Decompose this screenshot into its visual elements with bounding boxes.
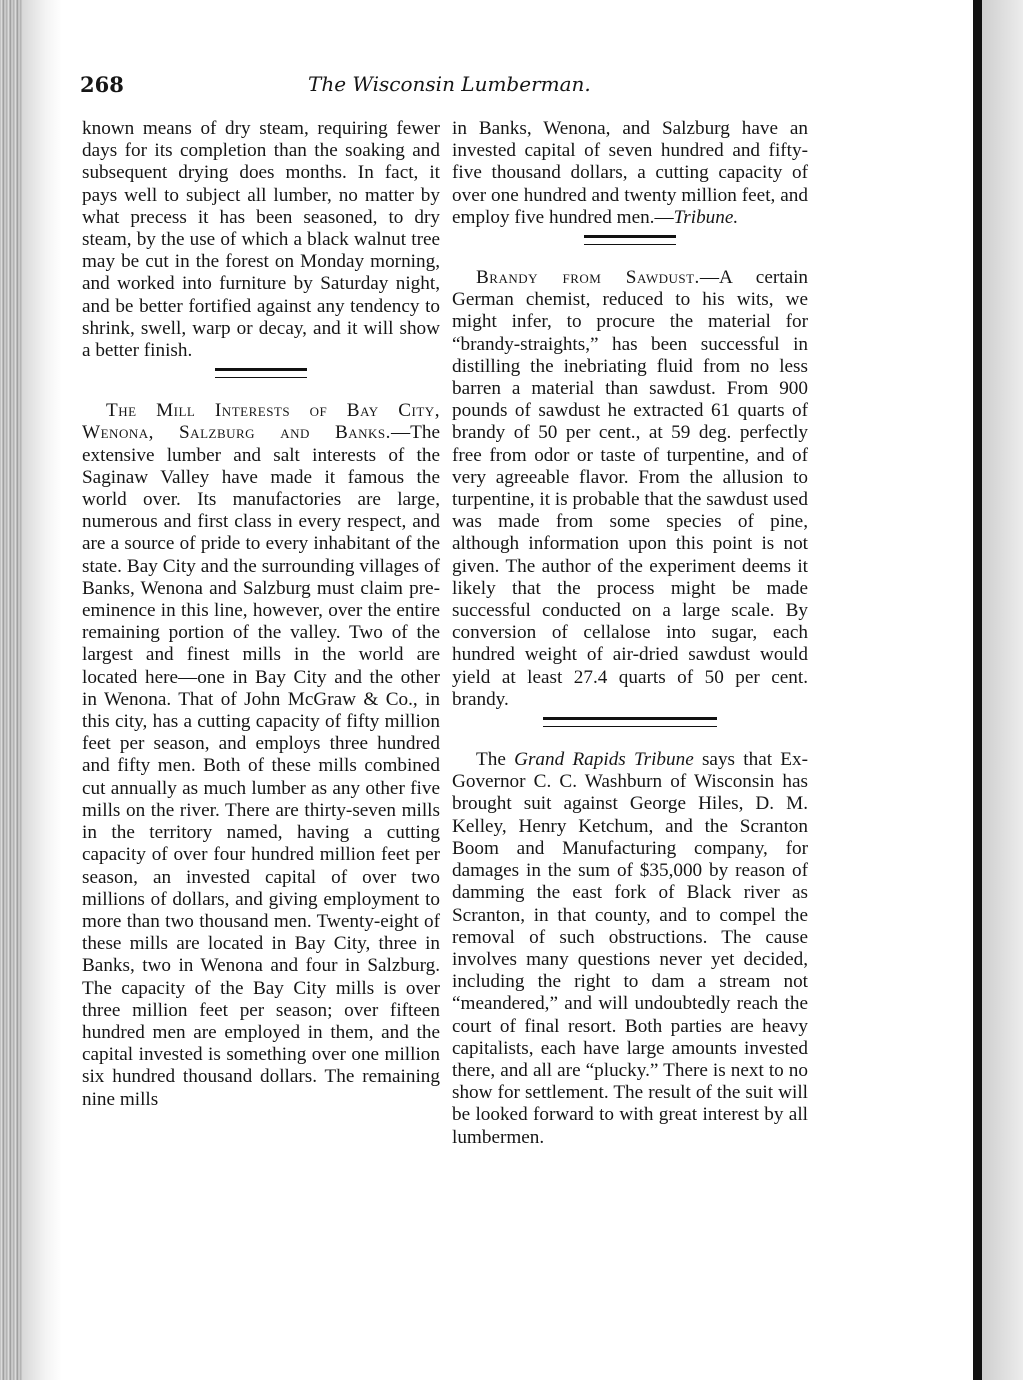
suit-body: says that Ex-Governor C. C. Washburn of Wisconsin has brought suit against George Hiles, D. M. Kelley, Henry Ketchum, and the Scranton Boom and Manufacturing company, for damages in the sum of $35,000 by reason of damming the east fork of Black river as Scranton, in that county, and to compel the removal of such obstructions. The cause involves many questions never yet decided, including the right to dam a stream not “meandered,” and will undoubtedly reach the court of final resort. Both parties are heavy capitalists, each have large amounts invested there, and all are “plucky.” There is next to no show for settlement. The result of the suit will be looked forward to with great interest by all lumbermen. bbox=[452, 749, 808, 1148]
journal-title: The Wisconsin Lumberman. bbox=[308, 72, 591, 96]
page-edge-margin bbox=[982, 0, 1023, 1380]
section-divider bbox=[543, 717, 717, 727]
mill-interests-article bbox=[82, 400, 440, 1111]
running-head bbox=[80, 72, 920, 102]
binding-shadow bbox=[22, 0, 62, 1380]
suit-lead: The bbox=[476, 749, 506, 771]
section-divider bbox=[215, 368, 307, 378]
section-divider bbox=[584, 235, 676, 245]
brandy-body: —A certain German chemist, reduced to his wits, we might infer, to procure the material for “brandy-straights,” has been successful in distilling the inebriating fluid from no less barren a material than sawdust. From 900 pounds of sawdust he extracted 61 quarts of brandy of 50 per cent., at 59 deg. perfectly free from odor or taste of turpentine, and of very agreeable flavor. From the allusion to turpentine, it is probable that the sawdust used was made from some species of pine, although information upon this point is not given. The author of the experiment deems it likely that the process might be made successful conducted on a large scale. By conversion of cellalose into sugar, each hundred weight of air-dried sawdust would yield at least 27.4 quarts of 50 per cent. brandy. bbox=[452, 267, 808, 710]
page-edge-bar bbox=[973, 0, 982, 1380]
right-column bbox=[452, 118, 808, 1149]
continuation-paragraph: known means of dry steam, requiring fewer days for its completion than the soaking and subsequent drying does months. In fact, it pays well to subject all lumber, no matter by what precess it has been seasoned, to dry steam, by the use of which a black walnut tree may be cut in the forest on Monday morning, and worked into furniture by Saturday night, and be better fortified against any tendency to shrink, swell, warp or decay, and it will show a better finish. bbox=[82, 118, 440, 362]
mill-interests-body: —The extensive lumber and salt interests of the Saginaw Valley have made it famous the world over. Its manufactories are large, numerous and first class in every respect, and are a source of pride to every inhabitant of the state. Bay City and the surrounding villages of Banks, Wenona and Salzburg must claim pre-eminence in this line, however, over the entire remaining portion of the valley. Two of the largest and finest mills in the world are located here—one in Bay City and the other in Wenona. That of John McGraw & Co., in this city, has a cutting capacity of fifty million feet per season, and employs three hundred and fifty men. Both of these mills combined cut annually as much lumber as any other five mills on the river. There are thirty-seven mills in the territory named, having a cutting capacity of over four hundred million feet per season, an invested capital of over two millions of dollars, and giving employment to more than two thousand men. Twenty-eight of these mills are located in Bay City, three in Banks, two in Wenona and four in Salzburg. The capacity of the Bay City mills is over three million feet per season; over fifteen hundred men are employed in them, and the capital invested is something over one million six hundred thousand dollars. The remaining nine mills bbox=[82, 422, 440, 1110]
left-column bbox=[82, 118, 440, 1111]
washburn-suit-article bbox=[452, 749, 808, 1149]
brandy-heading: Brandy from Sawdust. bbox=[476, 267, 700, 289]
page-number: 268 bbox=[80, 72, 124, 97]
brandy-article bbox=[452, 267, 808, 711]
mill-interests-heading: The Mill Interests of Bay City, Wenona, Salzburg and Banks. bbox=[82, 400, 440, 444]
mill-continuation-paragraph bbox=[452, 118, 808, 229]
mill-continuation-text: in Banks, Wenona, and Salzburg have an invested capital of seven hundred and fifty-five thousand dollars, a cutting capacity of over one hundred and twenty million feet, and employ five hundred men.— bbox=[452, 118, 808, 228]
mill-source: Tribune. bbox=[673, 206, 739, 228]
grand-rapids-tribune-title: Grand Rapids Tribune bbox=[514, 749, 694, 771]
binding-gutter bbox=[0, 0, 22, 1380]
